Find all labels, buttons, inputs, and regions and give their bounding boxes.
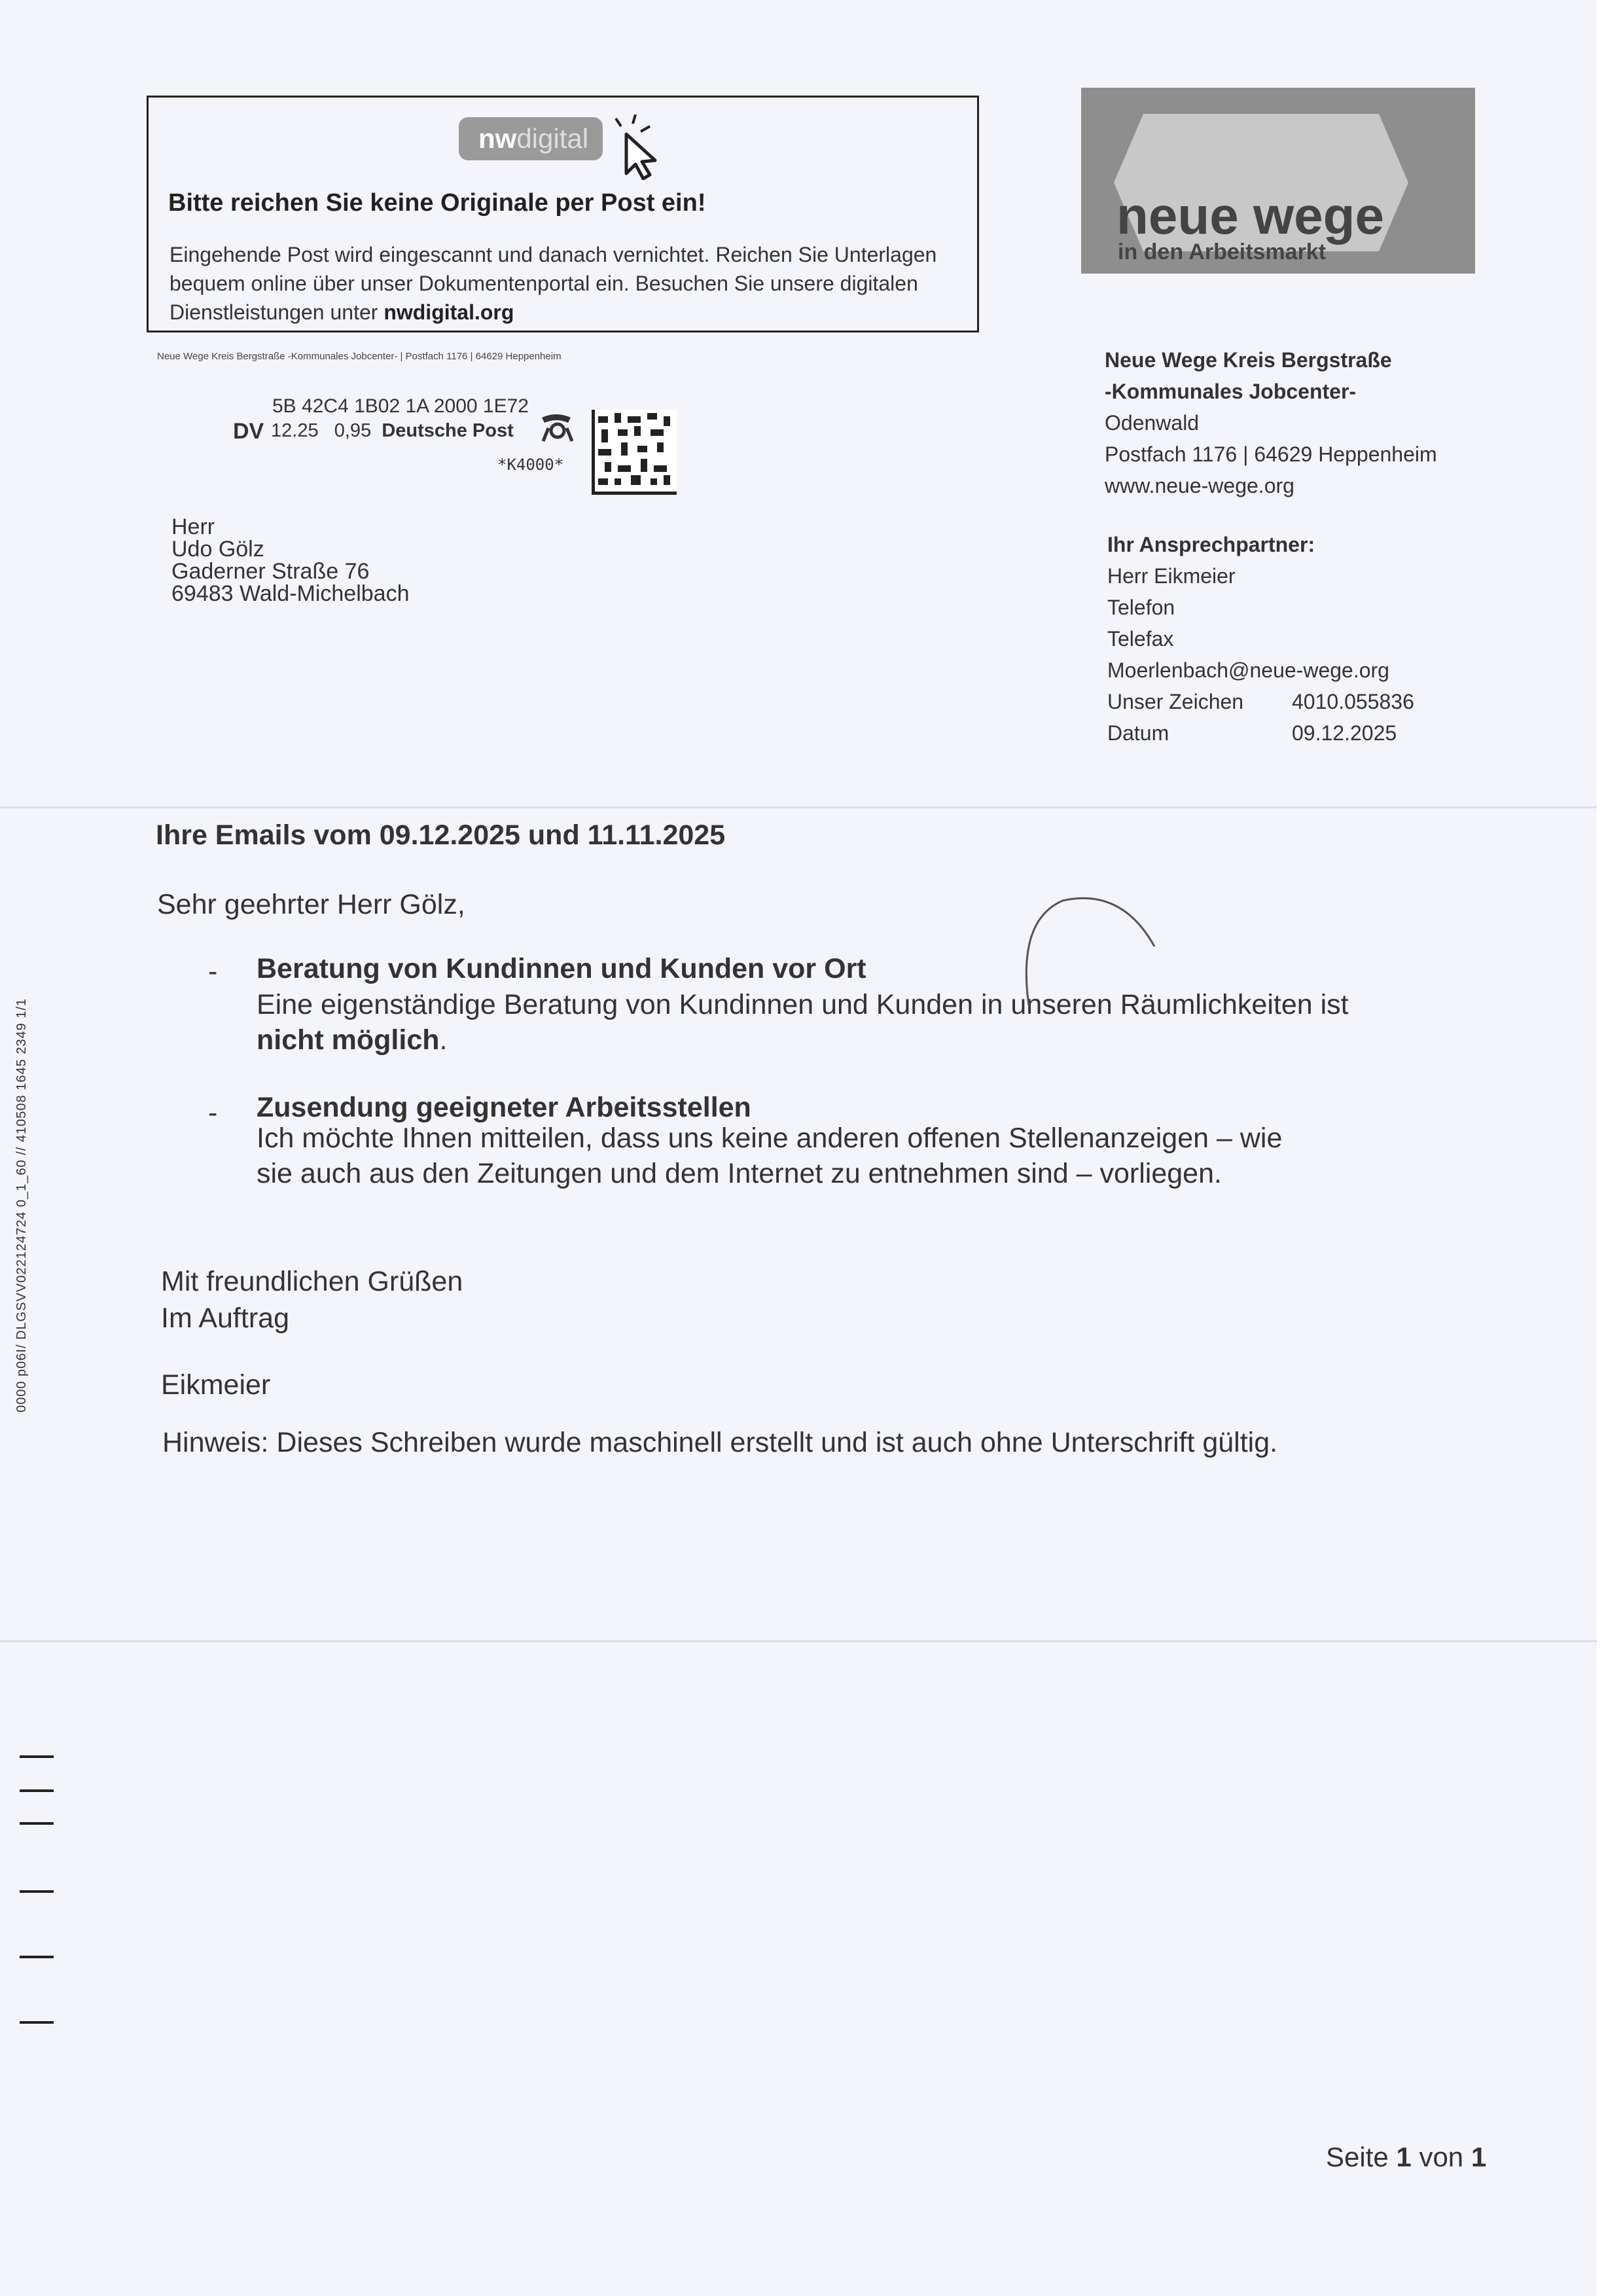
margin-mark [20, 2021, 54, 2024]
salutation: Sehr geehrter Herr Gölz, [157, 889, 465, 920]
postage-dv: DV [233, 419, 264, 444]
postage-id: *K4000* [497, 456, 564, 474]
contact-block: Ihr Ansprechpartner: Herr Eikmeier Telefon Telefax Moerlenbach@neue-wege.org Unser Zeichen 4010.055836 Datum 09.12.2025 [1107, 533, 1414, 745]
logo-sub-text: in den Arbeitsmarkt [1118, 240, 1327, 264]
item-text: Eine eigenständige Beratung von Kundinnen und Kunden in unseren Räumlichkeiten ist [257, 989, 1349, 1020]
digital-notice-box [147, 96, 979, 332]
notice-title: Bitte reichen Sie keine Originale per Post ein! [168, 189, 706, 217]
page-number: Seite 1 von 1 [1326, 2142, 1487, 2172]
margin-code: 0000 p06I/ DLGSVV022124724 0_1_60 // 410508 1645 2349 1/1 [14, 997, 29, 1412]
cursor-icon [607, 115, 672, 180]
margin-mark [20, 1755, 54, 1758]
machine-note: Hinweis: Dieses Schreiben wurde maschinell erstellt und ist auch ohne Unterschrift gültig. [162, 1427, 1278, 1458]
nwdigital-link[interactable]: nwdigital.org [383, 300, 514, 324]
datamatrix-code [592, 410, 677, 495]
bullet-dash: - [208, 956, 218, 987]
recipient-address: Herr Udo Gölz Gaderner Straße 76 69483 Wald-Michelbach [171, 514, 410, 606]
margin-mark [20, 1890, 54, 1893]
postage-code: 5B 42C4 1B02 1A 2000 1E72 [272, 395, 529, 417]
margin-mark [20, 1822, 54, 1825]
sender-line: Neue Wege Kreis Bergstraße -Kommunales Jobcenter- | Postfach 1176 | 64629 Heppenheim [157, 351, 562, 362]
notice-text: Eingehende Post wird eingescannt und danach vernichtet. Reichen Sie Unterlagen bequem online über unser Dokumentenportal ein. Besuchen Sie unsere digitalen Dienstleistungen unter nwdigital.org [169, 243, 937, 324]
margin-mark [20, 1956, 54, 1958]
organization-block: Neue Wege Kreis Bergstraße -Kommunales Jobcenter- Odenwald Postfach 1176 | 64629 Heppenheim www.neue-wege.org [1105, 344, 1437, 501]
website-link[interactable]: www.neue-wege.org [1105, 474, 1294, 497]
signature-name: Eikmeier [161, 1369, 271, 1401]
logo-main-text: neue wege [1116, 187, 1385, 245]
fold-line [0, 1640, 1597, 1642]
email-link[interactable]: Moerlenbach@neue-wege.org [1107, 658, 1389, 682]
margin-mark [20, 1789, 54, 1792]
item-text: sie auch aus den Zeitungen und dem Internet zu entnehmen sind – vorliegen. [257, 1158, 1222, 1189]
fold-line [0, 806, 1597, 808]
item-title: Beratung von Kundinnen und Kunden vor Ort [257, 953, 866, 984]
post-horn-icon [538, 408, 575, 445]
item-text: Ich möchte Ihnen mitteilen, dass uns keine anderen offenen Stellenanzeigen – wie [257, 1122, 1283, 1154]
bullet-dash: - [208, 1097, 218, 1128]
postage-franking: 12.25 0,95 Deutsche Post [271, 420, 514, 441]
closing-greeting: Mit freundlichen Grüßen [161, 1266, 463, 1297]
pen-stroke [1024, 894, 1161, 1012]
item-title: Zusendung geeigneter Arbeitsstellen [257, 1092, 751, 1123]
letter-subject: Ihre Emails vom 09.12.2025 und 11.11.2025 [156, 819, 726, 851]
neue-wege-logo [1081, 88, 1475, 274]
nwdigital-logo: nwdigital [459, 117, 603, 160]
item-text: nicht möglich. [257, 1024, 448, 1056]
closing-on-behalf: Im Auftrag [161, 1302, 289, 1334]
